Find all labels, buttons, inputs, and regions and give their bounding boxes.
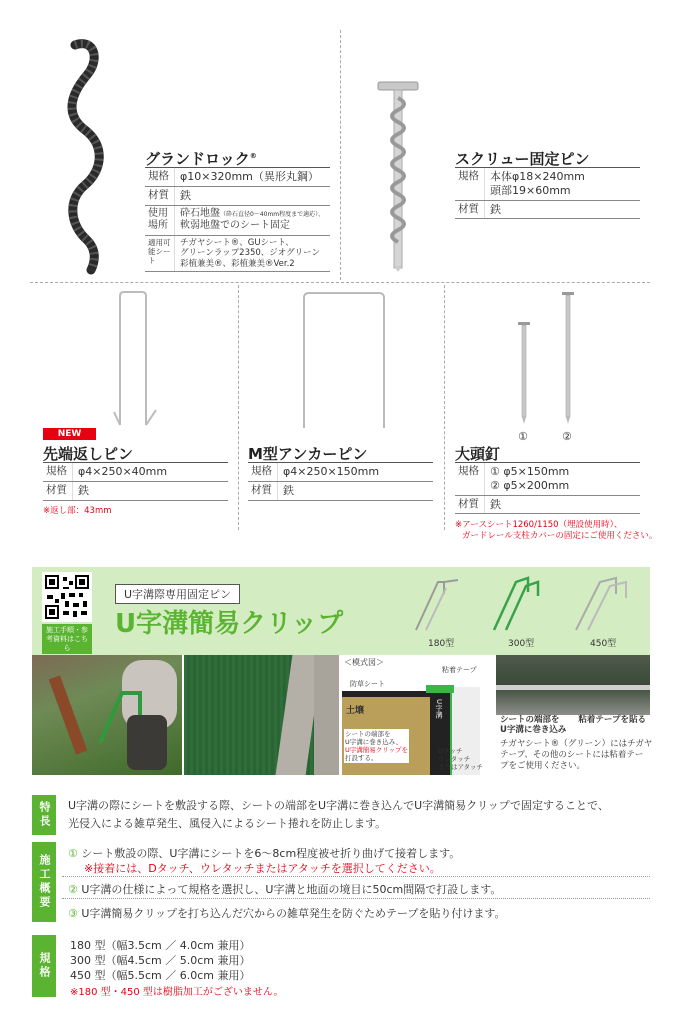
feature-label: 特長 — [32, 795, 56, 835]
clip-180-image — [408, 574, 466, 632]
spec-row: 材質 鉄 — [248, 482, 433, 501]
divider-dotted — [62, 898, 650, 899]
spec-line-2: 300 型（幅4.5cm ／ 5.0cm 兼用） — [70, 954, 251, 967]
clip-type-450: 450型 — [590, 639, 617, 649]
big-nail-note-2: ガードレール支柱カバーの固定にご使用ください。 — [462, 531, 658, 541]
divider-horizontal — [30, 282, 650, 283]
product-title-ground-lock: グランドロック® — [145, 150, 257, 168]
spec-note: ※180 型・450 型は樹脂加工がございません。 — [70, 987, 284, 998]
spec-row: 材質 鉄 — [455, 496, 640, 515]
diagram-tape-label: 粘着テープ — [442, 666, 477, 674]
spec-row: 規格 ① φ5×150mm ② φ5×200mm — [455, 463, 640, 496]
spec-row: 規格 本体φ18×240mm 頭部19×60mm — [455, 168, 640, 201]
clip-type-180: 180型 — [428, 639, 455, 649]
diagram-title: ＜模式図＞ — [344, 658, 384, 667]
spec-table-ground-lock — [145, 167, 330, 272]
spec-line-3: 450 型（幅5.5cm ／ 6.0cm 兼用） — [70, 969, 251, 982]
spec-table-tip-pin — [43, 462, 228, 501]
diagram-callout: シートの端部を U字溝に巻き込み、 U字溝簡易クリップを 打設する。 — [345, 730, 408, 762]
spec-table-screw-pin — [455, 167, 640, 219]
qr-caption: 施工手順・参考資料はこちら — [42, 624, 92, 654]
step-3: ③ U字溝簡易クリップを打ち込んだ穴からの雑草発生を防ぐためテープを貼り付けます。 — [68, 907, 506, 920]
big-nail-note-1: ※アースシート1260/1150（埋設使用時）、 — [455, 520, 623, 530]
construction-label: 施工概要 — [32, 842, 56, 922]
product-title-tip-pin: 先端返しピン — [43, 445, 134, 463]
clip-type-300: 300型 — [508, 639, 535, 649]
new-badge: NEW — [43, 428, 96, 440]
step-2: ② U字溝の仕様によって規格を選択し、U字溝と地面の境目に50cm間隔で打設します。 — [68, 883, 502, 896]
feature-line-1: U字溝の際にシートを敷設する際、シートの端部をU字溝に巻き込んでU字溝簡易クリップで固定することで、 — [68, 799, 609, 812]
tape-photo — [496, 655, 650, 715]
screw-pin-image — [372, 78, 424, 273]
step-1: ① シート敷設の際、U字溝にシートを6〜8cm程度被せ折り曲げて接着します。 — [68, 847, 461, 860]
ground-lock-image — [55, 30, 135, 275]
product-title-screw-pin: スクリュー固定ピン — [455, 150, 590, 168]
tape-note: チガヤシート®（グリーン）にはチガヤ テープ、その他のシートには粘着テー プをご使用ください。 — [500, 739, 653, 771]
divider-dotted — [62, 876, 650, 877]
diagram-sheet-label: 防草シート — [350, 680, 385, 688]
spec-label: 規格 — [32, 935, 56, 997]
m-anchor-pin-image — [298, 290, 390, 430]
tip-return-pin-image — [108, 290, 168, 430]
divider-vertical — [238, 285, 239, 530]
divider-vertical — [444, 285, 445, 530]
qr-code-icon — [45, 575, 89, 619]
product-title-big-nail: 大頭釘 — [455, 445, 501, 463]
installation-photo-2 — [184, 655, 339, 775]
clip-tag: U字溝際専用固定ピン — [115, 584, 240, 604]
product-title-m-pin: M型アンカーピン — [248, 445, 368, 463]
tip-pin-note: ※返し部：43mm — [43, 506, 112, 516]
spec-line-1: 180 型（幅3.5cm ／ 4.0cm 兼用） — [70, 939, 251, 952]
spec-table-m-pin — [248, 462, 433, 501]
nail-label-2: ② — [562, 430, 572, 443]
big-head-nail-image — [510, 288, 580, 428]
spec-row: 適用可能シート チガヤシート®、GUシート、 グリーンラップ2350、ジオグリーン 彩植兼美®、彩植兼美®Ver.2 — [145, 236, 330, 273]
installation-photo-1 — [32, 655, 182, 775]
divider-vertical — [340, 30, 341, 280]
tape-photo-caption: シートの端部を 粘着テープを貼る U字溝に巻き込み — [496, 715, 650, 737]
schematic-diagram — [342, 655, 494, 775]
clip-300-image — [488, 572, 546, 632]
clip-450-image — [570, 572, 630, 632]
feature-line-2: 光侵入による雑草発生、風侵入によるシート捲れを防止します。 — [68, 817, 387, 830]
diagram-soil-label: 土壌 — [346, 706, 365, 716]
qr-code-box[interactable] — [42, 572, 92, 622]
spec-row: 材質 鉄 — [43, 482, 228, 501]
spec-row: 規格 φ10×320mm（異形丸鋼） — [145, 168, 330, 187]
spec-row: 規格 φ4×250×40mm — [43, 463, 228, 482]
spec-row: 規格 φ4×250×150mm — [248, 463, 433, 482]
spec-row: 使用場所 砕石地盤（砕石直径0〜40mm程度まで適応）、 軟弱地盤でのシート固定 — [145, 206, 330, 236]
diagram-ditch-label: U字溝 — [435, 699, 443, 719]
step-1-note: ※接着には、Dタッチ、ウレタッチまたはアタッチを選択してください。 — [84, 862, 441, 875]
spec-row: 材質 鉄 — [455, 201, 640, 220]
clip-title: U字溝簡易クリップ — [115, 609, 344, 639]
spec-table-big-nail — [455, 462, 640, 514]
spec-row: 材質 鉄 — [145, 187, 330, 206]
diagram-dtouch: Dタッチ ウレタッチ またはアタッチ — [438, 747, 484, 771]
nail-label-1: ① — [518, 430, 528, 443]
